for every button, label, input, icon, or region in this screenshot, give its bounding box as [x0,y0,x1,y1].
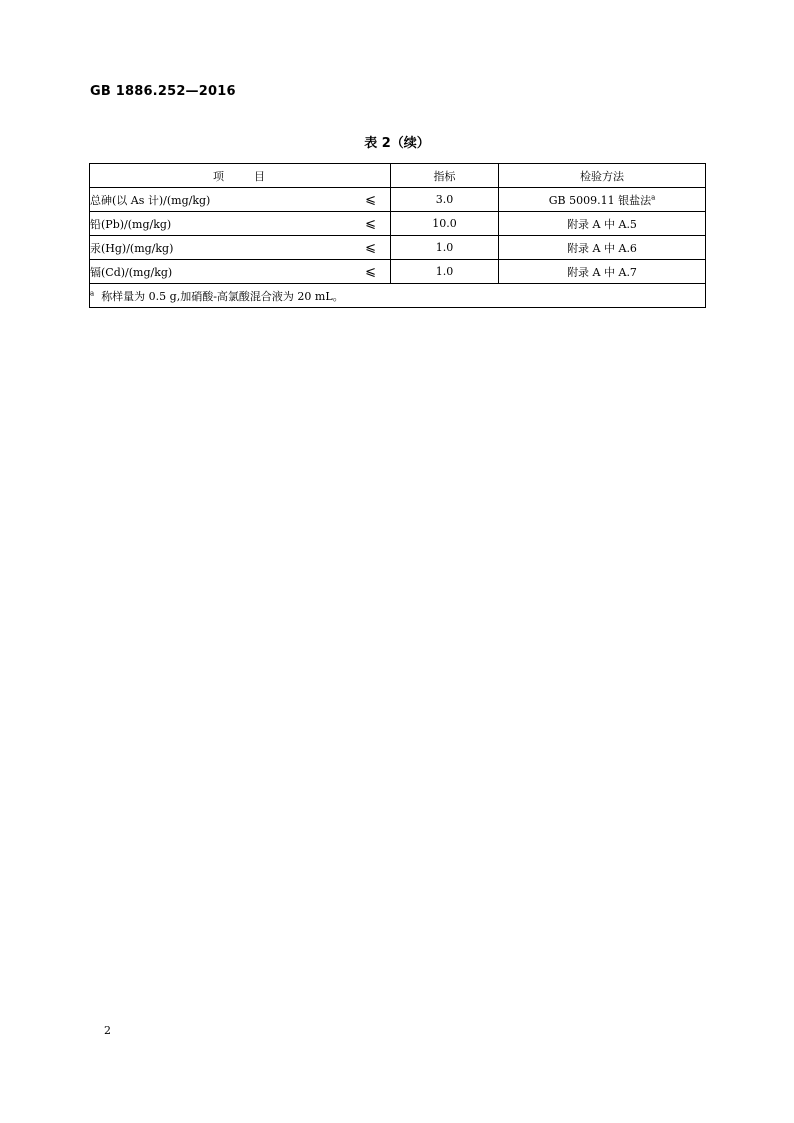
table-caption: 表 2（续） [364,136,430,151]
footnote-marker: a [651,192,656,201]
table-header-row [90,164,706,188]
table-footnote [90,284,706,308]
footnote-mark: a [90,288,95,297]
footnote-text: 称样量为 0.5 g,加硝酸-高氯酸混合液为 20 mL。 [101,289,344,303]
row-item-label: 总砷(以 As 计)/(mg/kg) [90,193,211,207]
header-item [90,164,391,188]
row-method: 附录 A 中 A.6 [499,236,706,260]
standard-number: GB 1886.252—2016 [90,84,236,99]
table-row [90,188,706,212]
header-method: 检验方法 [499,164,706,188]
less-or-equal-sign: ⩽ [365,216,376,231]
table-row [90,212,706,236]
less-or-equal-sign: ⩽ [365,240,376,255]
less-or-equal-sign: ⩽ [365,192,376,207]
header-index: 指标 [391,164,499,188]
less-or-equal-sign: ⩽ [365,264,376,279]
page-number: 2 [104,1024,111,1037]
row-value: 1.0 [391,236,499,260]
footnote-row [90,284,706,308]
row-item-label: 汞(Hg)/(mg/kg) [90,241,174,255]
row-item-cell [90,212,391,236]
row-value: 1.0 [391,260,499,284]
row-method-text: GB 5009.11 银盐法 [548,193,652,207]
row-item-cell [90,236,391,260]
row-item-cell [90,188,391,212]
row-value: 10.0 [391,212,499,236]
table-row [90,260,706,284]
row-method [499,188,706,212]
row-method: 附录 A 中 A.5 [499,212,706,236]
row-value: 3.0 [391,188,499,212]
row-item-label: 铅(Pb)/(mg/kg) [90,217,172,231]
table-row [90,236,706,260]
row-item-cell [90,260,391,284]
row-item-label: 镉(Cd)/(mg/kg) [90,265,173,279]
specification-table [89,163,706,308]
header-item-char-1: 项 [213,169,226,183]
row-method: 附录 A 中 A.7 [499,260,706,284]
header-item-char-2: 目 [254,169,267,183]
